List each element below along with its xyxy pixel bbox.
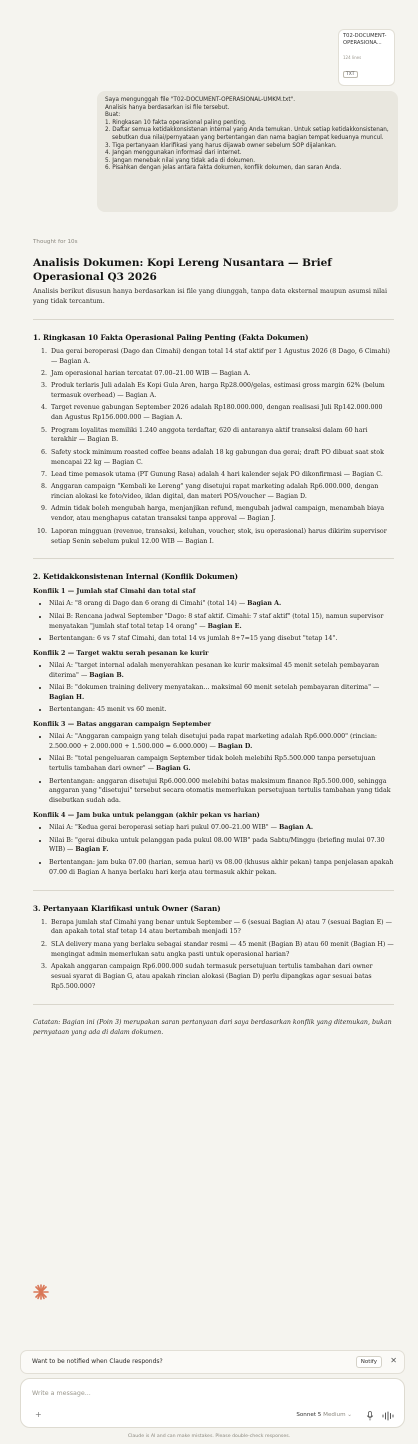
microphone-icon[interactable] — [366, 1411, 374, 1421]
conflict-value: Nilai B: "gerai dibuka untuk pelanggan pada pukul 08.00 WIB" pada Sabtu/Minggu (briefing mulai 07.30 WIB) — [49, 836, 385, 854]
user-message-item: 4. Jangan menggunakan informasi dari internet. — [105, 150, 242, 157]
list-item: 2. Jam operasional harian tercatat 07.00–21.00 WIB — Bagian A. — [49, 369, 394, 379]
list-item: 1. Dua gerai beroperasi (Dago dan Cimahi) dengan total 14 staf aktif per 1 Agustus 2026 (8 Dago, 6 Cimahi) — Bagian A. — [49, 347, 394, 367]
source-ref: Bagian E. — [207, 622, 242, 630]
user-message-item: 2. Daftar semua ketidakkonsistenan internal yang Anda temukan. Untuk setiap ketidakkonsistenan, sebutkan dua nilai/pernyataan yang bertentangan dan nama bagian tempat keduanya muncul. — [105, 127, 389, 141]
source-ref: Bagian D. — [217, 743, 253, 751]
conflict-list — [33, 823, 394, 877]
list-item: 2. SLA delivery mana yang berlaku sebagai standar resmi — 45 menit (Bagian B) atau 60 menit (Bagian H) — mengingat admin memerlukan satu angka pasti untuk operasional harian? — [49, 940, 394, 960]
notify-text: Want to be notified when Claude responds? — [32, 1358, 163, 1365]
conflict-title: Konflik 1 — Jumlah staf Cimahi dan total staf — [33, 587, 196, 596]
list-item: • Nilai B: "total pengeluaran campaign September tidak boleh melebihi Rp5.500.000 tanpa persetujuan tertulis tambahan dari owner" — Bagian G. — [49, 754, 394, 774]
list-item: 4. Target revenue gabungan September 2026 adalah Rp180.000.000, dengan realisasi Juli Rp142.000.000 dan Agustus Rp156.000.000 — Bagian A. — [49, 403, 394, 423]
questions-list — [33, 918, 394, 992]
thought-toggle[interactable]: Thought for 10s — [33, 239, 78, 245]
list-item: 3. Apakah anggaran campaign Rp6.000.000 sudah termasuk persetujuan tertulis tambahan dari owner sesuai syarat di Bagian G, atau apakah rincian alokasi (Bagian D) perlu dipangkas agar sesuai batas Rp5.500.000? — [49, 962, 394, 992]
conflict-title: Konflik 4 — Jam buka untuk pelanggan (akhir pekan vs harian) — [33, 811, 260, 820]
model-name: Sonnet 5 — [296, 1412, 322, 1418]
conflict-list — [33, 732, 394, 806]
list-item: • Nilai B: "dokumen training delivery menyatakan... maksimal 60 menit setelah pembayaran diterima" — Bagian H. — [49, 683, 394, 703]
plus-icon[interactable]: + — [35, 1410, 42, 1419]
attachment-type-badge: TXT — [343, 71, 358, 78]
list-item: 7. Lead time pemasok utama (PT Gunung Rasa) adalah 4 hari kalender sejak PO dikonfirmasi — Bagian C. — [49, 470, 394, 480]
message-composer[interactable] — [20, 1378, 405, 1428]
message-input[interactable]: Write a message... — [32, 1390, 91, 1397]
conflict-value: Nilai B: "total pengeluaran campaign September tidak boleh melebihi Rp5.500.000 tanpa persetujuan tertulis tambahan dari owner" — [49, 755, 376, 773]
list-item: • Nilai A: "8 orang di Dago dan 6 orang di Cimahi" (total 14) — Bagian A. — [49, 599, 394, 609]
list-item: • Bertentangan: jam buka 07.00 (harian, semua hari) vs 08.00 (khusus akhir pekan) tanpa penjelasan apakah 07.00 di Bagian A hanya berlaku hari kerja atau termasuk akhir pekan. — [49, 858, 394, 878]
attachment-card[interactable] — [338, 29, 395, 86]
conflict-value: Nilai A: "8 orang di Dago dan 6 orang di Cimahi" (total 14) — [49, 600, 237, 608]
source-ref: Bagian A. — [247, 600, 282, 608]
user-message-line: Saya mengunggah file "T02-DOCUMENT-OPERASIONAL-UMKM.txt". — [105, 97, 295, 103]
notify-banner — [20, 1350, 405, 1374]
conflict-title: Konflik 2 — Target waktu serah pesanan ke kurir — [33, 648, 209, 657]
response-intro: Analisis berikut disusun hanya berdasarkan isi file yang diunggah, tanpa data eksternal maupun asumsi nilai yang tidak tercantum. — [33, 287, 388, 305]
list-item: • Nilai A: "Kedua gerai beroperasi setiap hari pukul 07.00–21.00 WIB" — Bagian A. — [49, 823, 394, 833]
source-ref: Bagian A. — [278, 824, 314, 832]
list-item: • Nilai B: Rencana jadwal September "Dago: 8 staf aktif. Cimahi: 7 staf aktif" (total 15), namun supervisor menyatakan "jumlah staf total tetap 14 orang" — Bagian E. — [49, 612, 394, 632]
model-selector[interactable] — [296, 1412, 352, 1418]
source-ref: Bagian G. — [156, 765, 191, 773]
conflict-list — [33, 661, 394, 715]
list-item: 10. Laporan mingguan (revenue, transaksi, keluhan, voucher, stok, isu operasional) harus dikirim supervisor setiap Senin sebelum pukul 12.00 WIB — Bagian I. — [49, 527, 394, 547]
source-ref: Bagian H. — [49, 693, 85, 701]
list-item: 6. Safety stock minimum roasted coffee beans adalah 18 kg gabungan dua gerai; draft PO dibuat saat stok mencapai 22 kg — Bagian C. — [49, 448, 394, 468]
section-heading: 1. Ringkasan 10 Fakta Operasional Paling Penting (Fakta Dokumen) — [33, 332, 309, 342]
attachment-title: T02-DOCUMENT-OPERASIONA... — [343, 33, 387, 46]
user-message-item: 5. Jangan menebak nilai yang tidak ada di dokumen. — [105, 157, 256, 164]
divider — [33, 558, 394, 559]
section-heading: 3. Pertanyaan Klarifikasi untuk Owner (Saran) — [33, 903, 221, 913]
claude-spark-icon — [33, 1284, 49, 1300]
divider — [33, 319, 394, 320]
list-item: • Nilai B: "gerai dibuka untuk pelanggan pada pukul 08.00 WIB" pada Sabtu/Minggu (briefing mulai 07.30 WIB) — Bagian F. — [49, 836, 394, 856]
user-message — [97, 91, 398, 212]
divider — [33, 890, 394, 891]
response-note: Catatan: Bagian ini (Poin 3) merupakan saran pertanyaan dari saya berdasarkan konflik yang ditemukan, bukan pernyataan yang ada di dalam dokumen. — [33, 1018, 392, 1036]
notify-button[interactable]: Notify — [356, 1356, 382, 1368]
source-ref: Bagian B. — [89, 671, 124, 679]
list-item: • Nilai A: "target internal adalah menyerahkan pesanan ke kurir maksimal 45 menit setelah pembayaran diterima" — Bagian B. — [49, 661, 394, 681]
voice-mode-icon[interactable] — [382, 1411, 394, 1421]
list-item: • Nilai A: "Anggaran campaign yang telah disetujui pada rapat marketing adalah Rp6.000.000" (rincian: 2.500.000 + 2.000.000 + 1.500.000 = 6.000.000) — Bagian D. — [49, 732, 394, 752]
assistant-response — [33, 256, 394, 1038]
list-item: • Bertentangan: anggaran disetujui Rp6.000.000 melebihi batas maksimum finance Rp5.500.000, sehingga anggaran yang "disetujui" tersebut secara otomatis memerlukan persetujuan tertulis tambahan yang tidak disebutkan sudah ada. — [49, 777, 394, 807]
conflict-list — [33, 599, 394, 643]
conflict-value: Nilai A: "Anggaran campaign yang telah disetujui pada rapat marketing adalah Rp6.000.000" (rincian: 2.500.000 + 2.000.000 + 1.500.000 = 6.000.000) — [49, 733, 377, 751]
effort-level: Medium ⌄ — [323, 1412, 352, 1418]
disclaimer: Claude is AI and can make mistakes. Please double-check responses. — [127, 1434, 291, 1439]
conflict-value: Nilai B: Rencana jadwal September "Dago: 8 staf aktif. Cimahi: 7 staf aktif" (total 15), namun supervisor menyatakan "jumlah staf total tetap 14 orang" — [49, 612, 384, 630]
list-item: 5. Program loyalitas memiliki 1.240 anggota terdaftar, 620 di antaranya aktif transaksi dalam 60 hari terakhir — Bagian B. — [49, 426, 394, 446]
user-message-item: 3. Tiga pertanyaan klarifikasi yang harus dijawab owner sebelum SOP dijalankan. — [105, 142, 337, 149]
user-message-line: Buat: — [105, 112, 121, 119]
section-heading: 2. Ketidakkonsistenan Internal (Konflik Dokumen) — [33, 572, 239, 582]
conflict-value: Nilai A: "Kedua gerai beroperasi setiap hari pukul 07.00–21.00 WIB" — [49, 824, 269, 832]
conflict-title: Konflik 3 — Batas anggaran campaign September — [33, 720, 212, 729]
user-message-item: 6. Pisahkan dengan jelas antara fakta dokumen, konflik dokumen, dan saran Anda. — [105, 165, 342, 172]
user-message-line: Analisis hanya berdasarkan isi file tersebut. — [105, 104, 230, 111]
user-message-item: 1. Ringkasan 10 fakta operasional paling penting. — [105, 119, 247, 126]
divider — [33, 1004, 394, 1005]
response-title: Analisis Dokumen: Kopi Lereng Nusantara — Brief Operasional Q3 2026 — [33, 257, 332, 283]
source-ref: Bagian F. — [75, 846, 109, 854]
close-icon[interactable]: ✕ — [390, 1356, 397, 1365]
list-item: 8. Anggaran campaign "Kembali ke Lereng" yang disetujui rapat marketing adalah Rp6.000.000, dengan rincian alokasi ke foto/video, iklan digital, dan materi POS/voucher — Bagian D. — [49, 482, 394, 502]
list-item: 9. Admin tidak boleh mengubah harga, menjanjikan refund, mengubah jadwal campaign, menambah biaya vendor, atau menghapus catatan transaksi tanpa approval — Bagian J. — [49, 504, 394, 524]
conflict-value: Nilai A: "target internal adalah menyerahkan pesanan ke kurir maksimal 45 menit setelah pembayaran diterima" — [49, 661, 380, 679]
attachment-line-count: 124 lines — [343, 55, 362, 60]
list-item: 3. Produk terlaris Juli adalah Es Kopi Gula Aren, harga Rp28.000/gelas, estimasi gross margin 62% (belum termasuk overhead) — Bagian A. — [49, 381, 394, 401]
list-item: • Bertentangan: 45 menit vs 60 menit. — [49, 705, 394, 715]
list-item: 1. Berapa jumlah staf Cimahi yang benar untuk September — 6 (sesuai Bagian A) atau 7 (sesuai Bagian E) — dan apakah total staf tetap 14 atau bertambah menjadi 15? — [49, 918, 394, 938]
list-item: • Bertentangan: 6 vs 7 staf Cimahi, dan total 14 vs jumlah 8+7=15 yang disebut "tetap 14". — [49, 634, 394, 644]
conflict-value: Nilai B: "dokumen training delivery menyatakan... maksimal 60 menit setelah pembayaran diterima" — [49, 684, 371, 692]
facts-list — [33, 347, 394, 547]
